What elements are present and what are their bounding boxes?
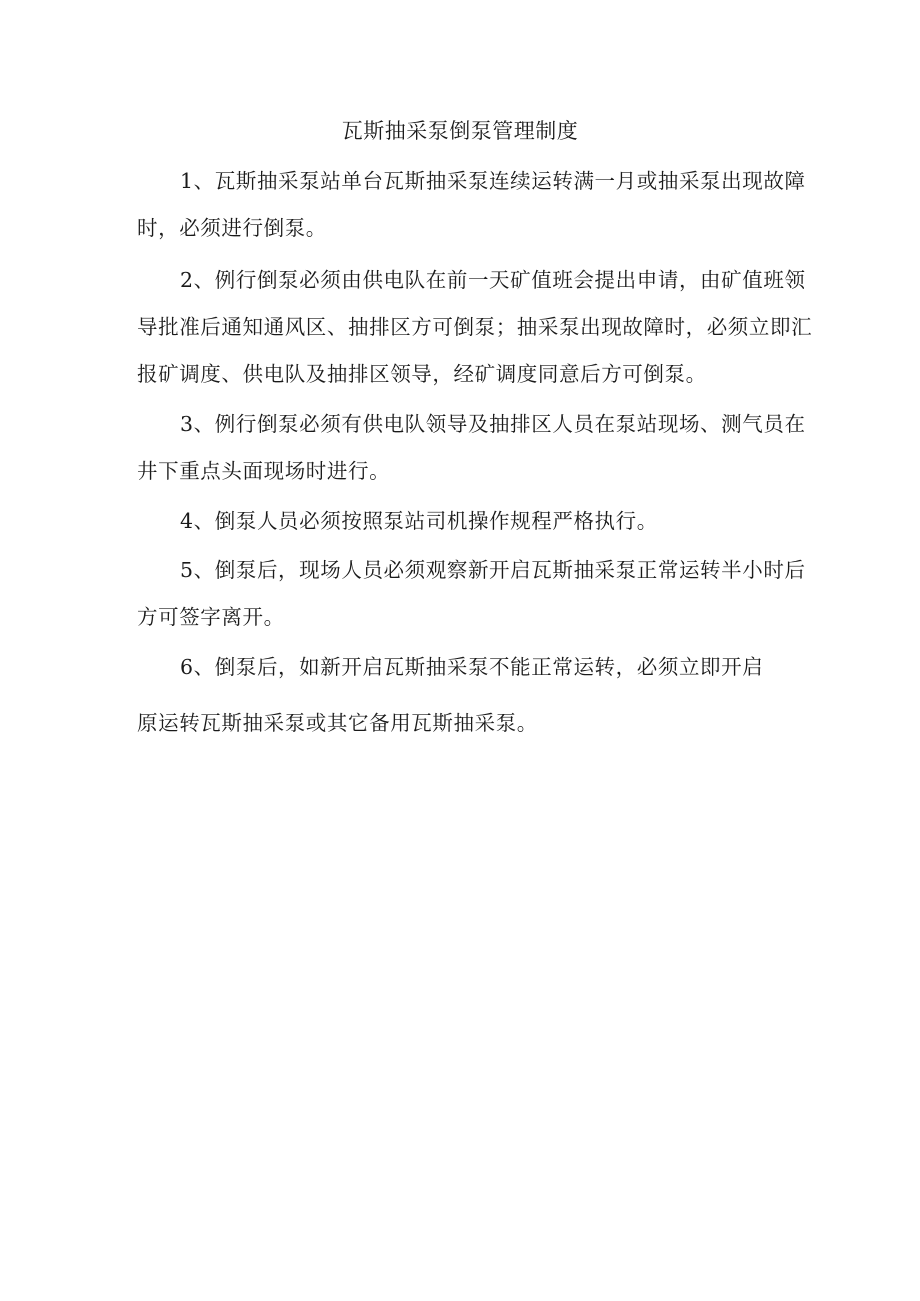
- paragraph-1: [137, 166, 806, 243]
- paragraph-line: 1、瓦斯抽采泵站单台瓦斯抽采泵连续运转满一月或抽采泵出现故障: [180, 169, 806, 193]
- paragraph-line: 3、例行倒泵必须有供电队领导及抽排区人员在泵站现场、测气员在: [180, 412, 806, 436]
- paragraph-5: [137, 555, 806, 632]
- paragraph-line: 时，必须进行倒泵。: [137, 216, 327, 240]
- paragraph-3: [137, 409, 806, 486]
- paragraph-line: 导批准后通知通风区、抽排区方可倒泵；抽采泵出现故障时，必须立即汇: [137, 315, 813, 339]
- paragraph-6: [137, 652, 785, 738]
- paragraph-line: 6、倒泵后，如新开启瓦斯抽采泵不能正常运转，必须立即开启: [180, 655, 764, 679]
- document-title: 瓦斯抽采泵倒泵管理制度: [341, 119, 579, 143]
- paragraph-line: 井下重点头面现场时进行。: [137, 459, 391, 483]
- paragraph-line: 4、倒泵人员必须按照泵站司机操作规程严格执行。: [180, 509, 658, 533]
- paragraph-4: [137, 506, 785, 536]
- paragraph-line: 5、倒泵后，现场人员必须观察新开启瓦斯抽采泵正常运转半小时后: [180, 558, 806, 582]
- paragraph-line: 2、例行倒泵必须由供电队在前一天矿值班会提出申请，由矿值班领: [180, 268, 806, 292]
- paragraph-2: [137, 265, 813, 389]
- paragraph-line: 原运转瓦斯抽采泵或其它备用瓦斯抽采泵。: [137, 711, 538, 735]
- paragraph-line: 方可签字离开。: [137, 605, 285, 629]
- paragraph-line: 报矿调度、供电队及抽排区领导，经矿调度同意后方可倒泵。: [137, 362, 707, 386]
